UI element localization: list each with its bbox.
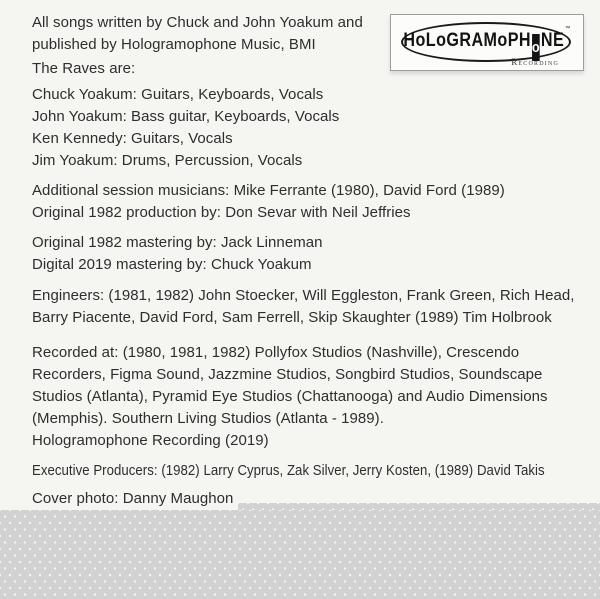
member-line: Chuck Yoakum: Guitars, Keyboards, Vocals (32, 86, 324, 103)
band-members-heading: The Raves are: (32, 60, 136, 77)
recorded-line: Studios (Atlanta), Pyramid Eye Studios (Chattanooga) and Audio Dimensions (32, 388, 548, 405)
engineers-line: Barry Piacente, David Ford, Sam Ferrell, Skip Skaughter (1989) Tim Holbrook (32, 309, 552, 326)
engineers-credits (32, 285, 575, 329)
publishing-credit (32, 12, 363, 56)
logo-subtitle: Recording (511, 57, 559, 67)
halftone-band-lower (0, 510, 600, 599)
recorded-line: Recorded at: (1980, 1981, 1982) Pollyfox Studios (Nashville), Crescendo (32, 344, 520, 361)
recorded-at-credits (32, 342, 548, 452)
member-line: Ken Kennedy: Guitars, Vocals (32, 130, 233, 147)
logo-wordmark-left: HoLoGRAMoPH (403, 30, 532, 51)
band-members-list (32, 84, 339, 172)
mastering-2019-line: Digital 2019 mastering by: Chuck Yoakum (32, 256, 312, 273)
publishing-credit-line: published by Hologramophone Music, BMI (32, 36, 316, 53)
publishing-credit-line: All songs written by Chuck and John Yoakum and (32, 14, 363, 31)
hologramophone-logo (390, 14, 584, 71)
engineers-line: Engineers: (1981, 1982) John Stoecker, Will Eggleston, Frank Green, Rich Head, (32, 287, 575, 304)
session-musicians-line: Additional session musicians: Mike Ferrante (1980), David Ford (1989) (32, 182, 505, 199)
executive-producers-credit: Executive Producers: (1982) Larry Cyprus, Zak Silver, Jerry Kosten, (1989) David Takis (32, 462, 545, 479)
recorded-line: Recorders, Figma Sound, Jazzmine Studios, Songbird Studios, Soundscape (32, 366, 543, 383)
session-production-credits (32, 180, 505, 224)
logo-wordmark-right: NE (540, 30, 565, 51)
member-line: Jim Yoakum: Drums, Percussion, Vocals (32, 152, 303, 169)
member-line: John Yoakum: Bass guitar, Keyboards, Vocals (32, 108, 340, 125)
production-line: Original 1982 production by: Don Sevar with Neil Jeffries (32, 204, 411, 221)
cover-photo-credit: Cover photo: Danny Maughon (32, 490, 234, 507)
recorded-line: Hologramophone Recording (2019) (32, 432, 269, 449)
logo-o-block-icon: o (532, 34, 540, 61)
mastering-credits (32, 232, 323, 276)
recorded-line: (Memphis). Southern Living Studios (Atlanta - 1989). (32, 410, 384, 427)
logo-wordmark (403, 24, 571, 58)
trademark-symbol: ™ (565, 26, 571, 32)
mastering-1982-line: Original 1982 mastering by: Jack Linneman (32, 234, 323, 251)
